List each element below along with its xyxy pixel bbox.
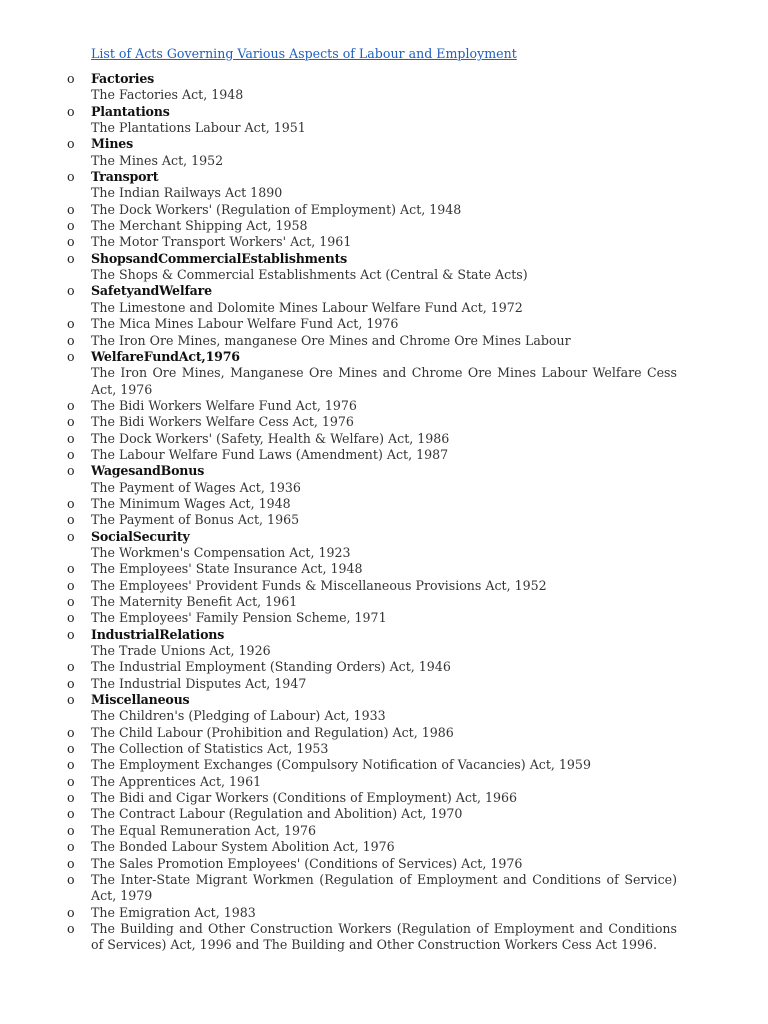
act-name: The Sales Promotion Employees' (Conditions of Services) Act, 1976 <box>91 855 523 871</box>
list-item <box>0 905 768 921</box>
list-item <box>0 708 768 724</box>
bullet-marker: o <box>67 283 75 299</box>
act-name: The Children's (Pledging of Labour) Act, 1933 <box>91 708 386 724</box>
bullet-marker: o <box>67 839 75 855</box>
list-item <box>0 185 768 201</box>
act-name: The Employees' State Insurance Act, 1948 <box>91 561 363 577</box>
act-name: The Child Labour (Prohibition and Regulation) Act, 1986 <box>91 724 454 740</box>
act-name: The Workmen's Compensation Act, 1923 <box>91 544 351 560</box>
bullet-marker: o <box>67 920 75 936</box>
list-item <box>0 333 768 349</box>
bullet-marker: o <box>67 822 75 838</box>
list-item <box>0 774 768 790</box>
bullet-marker: o <box>67 512 75 528</box>
list-item <box>0 561 768 577</box>
list-item <box>0 234 768 250</box>
bullet-marker: o <box>67 561 75 577</box>
list-item <box>0 447 768 463</box>
list-item <box>0 398 768 414</box>
bullet-marker: o <box>67 430 75 446</box>
act-name: The Inter-State Migrant Workmen (Regulation of Employment and Conditions of Service) <box>91 871 677 887</box>
category-heading: Factories <box>91 71 155 86</box>
act-name: The Bidi Workers Welfare Cess Act, 1976 <box>91 414 354 430</box>
act-name: The Bidi Workers Welfare Fund Act, 1976 <box>91 397 357 413</box>
bullet-marker: o <box>67 250 75 266</box>
list-item <box>0 431 768 447</box>
list-item <box>0 87 768 103</box>
category-heading: SafetyandWelfare <box>91 283 212 299</box>
bullet-marker: o <box>67 234 75 250</box>
bullet-marker: o <box>67 71 75 86</box>
act-name: The Motor Transport Workers' Act, 1961 <box>91 234 352 250</box>
list-item <box>0 545 768 561</box>
act-name: Act, 1976 <box>91 381 153 397</box>
list-item <box>0 610 768 626</box>
act-name: The Contract Labour (Regulation and Abolition) Act, 1970 <box>91 806 463 822</box>
bullet-marker: o <box>67 577 75 593</box>
bullet-marker: o <box>67 610 75 626</box>
bullet-marker: o <box>67 136 75 152</box>
list-item <box>0 937 768 953</box>
bullet-marker: o <box>67 855 75 871</box>
list-item <box>0 480 768 496</box>
list-item <box>0 725 768 741</box>
list-item <box>0 382 768 398</box>
category-heading-row <box>0 463 768 479</box>
category-heading: ShopsandCommercialEstablishments <box>91 250 348 266</box>
document-title-link[interactable]: List of Acts Governing Various Aspects of Labour and Employment <box>91 46 517 61</box>
act-name: The Iron Ore Mines, Manganese Ore Mines and Chrome Ore Mines Labour Welfare Cess <box>91 365 677 381</box>
list-item <box>0 153 768 169</box>
bullet-marker: o <box>67 790 75 806</box>
category-heading-row <box>0 71 768 87</box>
list-item <box>0 888 768 904</box>
bullet-marker: o <box>67 495 75 511</box>
act-name: The Trade Unions Act, 1926 <box>91 643 271 659</box>
category-heading: Transport <box>91 169 159 185</box>
act-name: The Industrial Disputes Act, 1947 <box>91 675 307 691</box>
category-heading: WagesandBonus <box>91 463 205 479</box>
list-item <box>0 316 768 332</box>
bullet-marker: o <box>67 103 75 119</box>
list-item <box>0 921 768 937</box>
list-item <box>0 823 768 839</box>
category-heading: SocialSecurity <box>91 528 190 544</box>
bullet-marker: o <box>67 201 75 217</box>
act-name: The Emigration Act, 1983 <box>91 904 256 920</box>
list-item <box>0 578 768 594</box>
act-name: The Payment of Wages Act, 1936 <box>91 479 301 495</box>
act-name: The Bonded Labour System Abolition Act, 1976 <box>91 839 395 855</box>
act-name: Act, 1979 <box>91 888 153 904</box>
act-name: The Minimum Wages Act, 1948 <box>91 495 291 511</box>
act-name: of Services) Act, 1996 and The Building and Other Construction Workers Cess Act 1996. <box>91 937 658 953</box>
bullet-marker: o <box>67 626 75 642</box>
bullet-marker: o <box>67 348 75 364</box>
act-name: The Employees' Family Pension Scheme, 1971 <box>91 610 387 626</box>
list-item <box>0 872 768 888</box>
bullet-marker: o <box>67 332 75 348</box>
act-name: The Merchant Shipping Act, 1958 <box>91 218 308 234</box>
list-item <box>0 741 768 757</box>
act-name: The Maternity Benefit Act, 1961 <box>91 594 298 609</box>
bullet-marker: o <box>67 675 75 691</box>
list-item <box>0 365 768 381</box>
list-item <box>0 757 768 773</box>
category-heading-row <box>0 251 768 267</box>
list-item <box>0 856 768 872</box>
act-name: The Bidi and Cigar Workers (Conditions of Employment) Act, 1966 <box>91 790 518 806</box>
list-item <box>0 643 768 659</box>
act-name: The Iron Ore Mines, manganese Ore Mines and Chrome Ore Mines Labour <box>91 332 571 348</box>
category-heading-row <box>0 136 768 152</box>
bullet-marker: o <box>67 218 75 234</box>
act-name: The Employees' Provident Funds & Miscellaneous Provisions Act, 1952 <box>91 577 547 593</box>
bullet-marker: o <box>67 741 75 757</box>
list-item <box>0 300 768 316</box>
act-name: The Mines Act, 1952 <box>91 152 224 168</box>
category-heading: Mines <box>91 136 133 152</box>
act-name: The Plantations Labour Act, 1951 <box>91 120 306 136</box>
list-item <box>0 496 768 512</box>
bullet-marker: o <box>67 692 75 708</box>
list-item <box>0 512 768 528</box>
act-name: The Limestone and Dolomite Mines Labour Welfare Fund Act, 1972 <box>91 299 523 315</box>
list-item <box>0 414 768 430</box>
act-name: The Labour Welfare Fund Laws (Amendment) Act, 1987 <box>91 446 449 462</box>
bullet-marker: o <box>67 757 75 773</box>
list-item <box>0 806 768 822</box>
bullet-marker: o <box>67 528 75 544</box>
bullet-marker: o <box>67 446 75 462</box>
bullet-marker: o <box>67 659 75 675</box>
act-name: The Mica Mines Labour Welfare Fund Act, 1976 <box>91 316 399 332</box>
bullet-marker: o <box>67 463 75 479</box>
category-heading: Miscellaneous <box>91 692 190 708</box>
act-name: The Industrial Employment (Standing Orders) Act, 1946 <box>91 659 451 675</box>
bullet-marker: o <box>67 773 75 789</box>
list-item <box>0 202 768 218</box>
bullet-marker: o <box>67 414 75 430</box>
act-name: The Dock Workers' (Safety, Health & Welfare) Act, 1986 <box>91 430 450 446</box>
act-name: The Employment Exchanges (Compulsory Notification of Vacancies) Act, 1959 <box>91 757 591 773</box>
act-name: The Shops & Commercial Establishments Act (Central & State Acts) <box>91 267 528 283</box>
list-item <box>0 676 768 692</box>
list-item <box>0 839 768 855</box>
category-heading-row <box>0 104 768 120</box>
list-item <box>0 659 768 675</box>
bullet-marker: o <box>67 724 75 740</box>
category-heading-row <box>0 529 768 545</box>
act-name: The Factories Act, 1948 <box>91 87 244 103</box>
acts-list <box>0 71 768 954</box>
list-item <box>0 218 768 234</box>
category-heading-row <box>0 169 768 185</box>
bullet-marker: o <box>67 871 75 887</box>
bullet-marker: o <box>67 904 75 920</box>
category-heading-row <box>0 627 768 643</box>
category-heading-row <box>0 692 768 708</box>
bullet-marker: o <box>67 169 75 185</box>
bullet-marker: o <box>67 806 75 822</box>
act-name: The Dock Workers' (Regulation of Employment) Act, 1948 <box>91 201 462 217</box>
act-name: The Apprentices Act, 1961 <box>91 773 262 789</box>
category-heading: Plantations <box>91 103 170 119</box>
category-heading-row <box>0 349 768 365</box>
act-name: The Building and Other Construction Workers (Regulation of Employment and Conditions <box>91 920 677 936</box>
bullet-marker: o <box>67 594 75 609</box>
act-name: The Payment of Bonus Act, 1965 <box>91 512 300 528</box>
bullet-marker: o <box>67 316 75 332</box>
category-heading: WelfareFundAct,1976 <box>91 348 240 364</box>
act-name: The Equal Remuneration Act, 1976 <box>91 822 317 838</box>
bullet-marker: o <box>67 397 75 413</box>
act-name: The Collection of Statistics Act, 1953 <box>91 741 329 757</box>
category-heading: IndustrialRelations <box>91 626 225 642</box>
list-item <box>0 267 768 283</box>
list-item <box>0 594 768 610</box>
list-item <box>0 120 768 136</box>
list-item <box>0 790 768 806</box>
act-name: The Indian Railways Act 1890 <box>91 185 283 201</box>
category-heading-row <box>0 283 768 299</box>
